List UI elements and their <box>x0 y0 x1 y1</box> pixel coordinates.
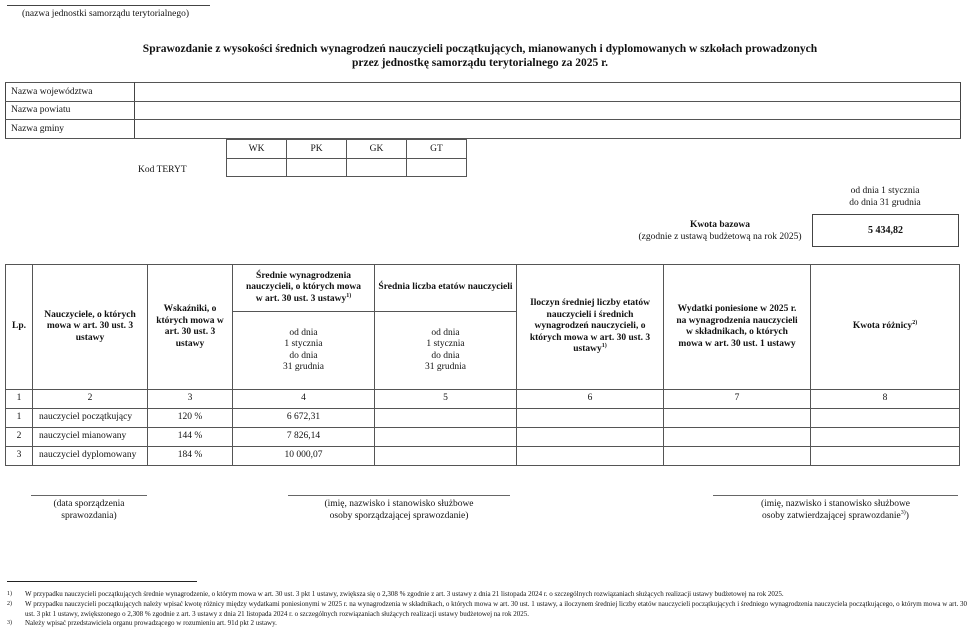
footnote-mark: 3) <box>7 620 12 626</box>
header-avg-fte-period <box>375 312 517 390</box>
info-label: Nazwa gminy <box>6 120 135 139</box>
org-name-caption: (nazwa jednostki samorządu terytorialnego) <box>22 9 189 19</box>
row-lp: 3 <box>6 447 33 466</box>
caption-line <box>713 510 958 522</box>
teryt-table <box>226 139 467 177</box>
caption-line: sprawozdania) <box>61 511 117 521</box>
date-signature-caption <box>31 498 147 522</box>
teryt-col-wk: WK <box>227 140 287 159</box>
voivodeship-field[interactable] <box>135 83 961 102</box>
footnote-separator <box>7 581 197 582</box>
header-row-1 <box>6 265 960 312</box>
row-difference-field[interactable] <box>811 409 960 428</box>
header-avg-salary-period <box>233 312 375 390</box>
date-signature-line[interactable] <box>31 495 147 496</box>
row-product-field[interactable] <box>517 447 664 466</box>
footnote-text: W przypadku nauczycieli początkujących średnie wynagrodzenie, o którym mowa w art. 30 ust. 3 pkt 1 ustawy, zwiększa się o 2,308 % zgodnie z art. 3 ustawy z dnia 21 listopada 2024 r. o szczególnych rozwiązaniach służących realizacji ustawy budżetowej na rok 2025. <box>25 590 784 598</box>
column-number: 3 <box>148 390 233 409</box>
teryt-pk-field[interactable] <box>287 158 347 177</box>
caption-text: osoby zatwierdzającej sprawozdanie <box>762 511 901 521</box>
header-product-text: Iloczyn średniej liczby etatów nauczycieli i średnich wynagrodzeń nauczycieli, o których mowa w art. 30 ust. 3 ustawy <box>529 298 651 355</box>
title-line-2: przez jednostkę samorządu terytorialnego za 2025 r. <box>351 57 609 69</box>
teryt-wk-field[interactable] <box>227 158 287 177</box>
row-expenses-field[interactable] <box>664 409 811 428</box>
period-line-1: od dnia 1 stycznia <box>850 186 920 196</box>
teryt-value-row <box>227 158 467 177</box>
row-teacher: nauczyciel mianowany <box>33 428 148 447</box>
info-row-commune <box>6 120 961 139</box>
header-avg-fte: Średnia liczba etatów nauczycieli <box>375 265 517 312</box>
table-row <box>6 447 960 466</box>
teryt-col-gk: GK <box>347 140 407 159</box>
row-expenses-field[interactable] <box>664 447 811 466</box>
base-amount-subtitle: (zgodnie z ustawą budżetową na rok 2025) <box>638 232 802 242</box>
period-text: 1 stycznia <box>284 339 323 349</box>
teryt-gk-field[interactable] <box>347 158 407 177</box>
row-indicator: 120 % <box>148 409 233 428</box>
header-avg-salary-text: Średnie wynagrodzenia nauczycieli, o których mowa w art. 30 ust. 3 ustawy <box>245 270 362 304</box>
row-product-field[interactable] <box>517 428 664 447</box>
footnote-2 <box>7 600 967 620</box>
approver-signature-line[interactable] <box>713 495 958 496</box>
footnote-ref-2: 2) <box>912 320 918 327</box>
row-avg-fte-field[interactable] <box>375 447 517 466</box>
header-difference-text: Kwota różnicy <box>852 321 913 332</box>
main-table <box>5 264 960 466</box>
period-text: od dnia <box>431 327 460 338</box>
period-text: 31 grudnia <box>425 362 466 372</box>
footnote-ref-1: 1) <box>601 343 607 350</box>
column-number: 5 <box>375 390 517 409</box>
footnote-1 <box>7 590 967 600</box>
info-row-county <box>6 101 961 120</box>
column-number: 2 <box>33 390 148 409</box>
info-label: Nazwa powiatu <box>6 101 135 120</box>
info-table <box>5 82 961 139</box>
period-line-2: do dnia 31 grudnia <box>849 198 921 208</box>
column-number: 6 <box>517 390 664 409</box>
footnote-3 <box>7 619 967 629</box>
column-number-row <box>6 390 960 409</box>
row-expenses-field[interactable] <box>664 428 811 447</box>
row-avg-salary: 6 672,31 <box>233 409 375 428</box>
period-text: 31 grudnia <box>283 362 324 372</box>
header-expenses: Wydatki poniesione w 2025 r. na wynagrodzenia nauczycieli w składnikach, o których mowa w art. 30 ust. 1 ustawy <box>664 265 811 390</box>
commune-field[interactable] <box>135 120 961 139</box>
preparer-signature-caption <box>288 498 510 522</box>
header-teachers: Nauczyciele, o których mowa w art. 30 ust. 3 ustawy <box>33 265 148 390</box>
title-line-1: Sprawozdanie z wysokości średnich wynagrodzeń nauczycieli początkujących, mianowanych i dyplomowanych w szkołach prowadzonych <box>142 43 818 55</box>
period-text: do dnia <box>431 350 460 361</box>
county-field[interactable] <box>135 101 961 120</box>
header-product <box>517 265 664 390</box>
footnote-mark: 2) <box>7 601 12 607</box>
header-lp: Lp. <box>6 265 33 390</box>
footnote-ref-1: 1) <box>346 292 352 299</box>
column-number: 8 <box>811 390 960 409</box>
approver-signature-caption <box>713 498 958 522</box>
teryt-col-gt: GT <box>407 140 467 159</box>
period-label <box>812 185 958 209</box>
footnote-mark: 1) <box>7 591 12 597</box>
base-amount-value: 5 434,82 <box>812 214 959 247</box>
footnote-text: Należy wpisać przedstawiciela organu prowadzącego w rozumieniu art. 91d pkt 2 ustawy. <box>25 619 277 627</box>
row-product-field[interactable] <box>517 409 664 428</box>
period-text: 1 stycznia <box>426 339 465 349</box>
table-row <box>6 409 960 428</box>
caption-line: (data sporządzenia <box>53 499 125 509</box>
row-avg-salary: 10 000,07 <box>233 447 375 466</box>
row-avg-fte-field[interactable] <box>375 409 517 428</box>
column-number: 1 <box>6 390 33 409</box>
caption-line: osoby sporządzającej sprawozdanie) <box>329 511 469 521</box>
teryt-gt-field[interactable] <box>407 158 467 177</box>
column-number: 7 <box>664 390 811 409</box>
row-teacher: nauczyciel początkujący <box>33 409 148 428</box>
caption-line: (imię, nazwisko i stanowisko służbowe <box>324 499 474 509</box>
column-number: 4 <box>233 390 375 409</box>
row-indicator: 184 % <box>148 447 233 466</box>
info-label: Nazwa województwa <box>6 83 135 102</box>
teryt-label: Kod TERYT <box>138 165 187 175</box>
footnote-text: W przypadku nauczycieli początkujących należy wpisać kwotę różnicy między wydatkami poniesionymi w 2025 r. na wynagrodzenia w składnikach, o których mowa w art. 30 ust. 1 ustawy, a iloczynem średniej liczby etatów nauczycieli początkujących i średniego wynagrodzenia nauczyciela początkującego, o którym mowa w art. 30 ust. 3 pkt 1 ustawy, zwiększonego o 2,308 % zgodnie z art. 3 ustawy z dnia 21 listopada 2024 r. o szczególnych rozwiązaniach służących realizacji ustawy budżetowej na rok 2025. <box>25 600 967 618</box>
row-avg-salary: 7 826,14 <box>233 428 375 447</box>
period-text: od dnia <box>289 327 318 338</box>
org-name-line[interactable] <box>7 5 210 6</box>
info-row-voivodeship <box>6 83 961 102</box>
period-text: do dnia <box>289 350 318 361</box>
row-avg-fte-field[interactable] <box>375 428 517 447</box>
teryt-header-row <box>227 140 467 159</box>
row-teacher: nauczyciel dyplomowany <box>33 447 148 466</box>
page-title <box>100 42 860 70</box>
header-avg-salary <box>233 265 375 312</box>
base-amount-title: Kwota bazowa <box>690 220 750 230</box>
footnote-ref-3: 3) <box>900 509 906 516</box>
row-lp: 2 <box>6 428 33 447</box>
preparer-signature-line[interactable] <box>288 495 510 496</box>
row-difference-field[interactable] <box>811 447 960 466</box>
row-indicator: 144 % <box>148 428 233 447</box>
table-row <box>6 428 960 447</box>
caption-text: ) <box>905 511 909 521</box>
teryt-col-pk: PK <box>287 140 347 159</box>
caption-line: (imię, nazwisko i stanowisko służbowe <box>760 499 911 509</box>
header-indicators: Wskaźniki, o których mowa w art. 30 ust. 3 ustawy <box>148 265 233 390</box>
header-difference <box>811 265 960 390</box>
row-difference-field[interactable] <box>811 428 960 447</box>
row-lp: 1 <box>6 409 33 428</box>
base-amount-label <box>630 219 810 243</box>
